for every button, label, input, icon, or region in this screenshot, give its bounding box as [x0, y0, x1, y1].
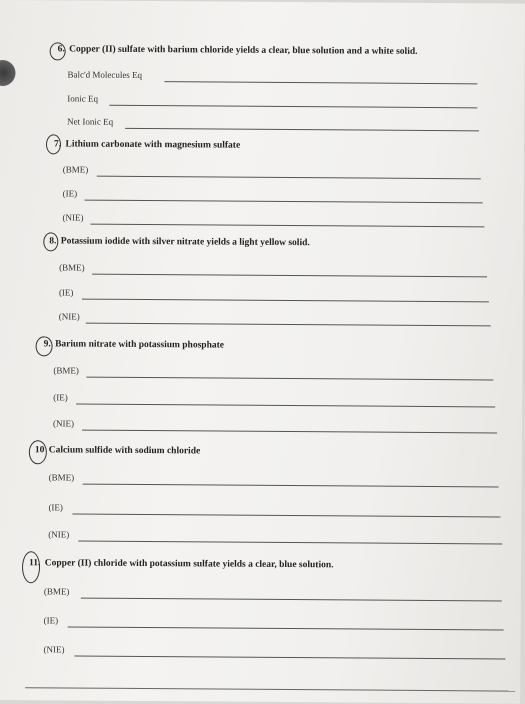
- answer-row-bme: [49, 472, 499, 489]
- question-9-title: [44, 339, 224, 350]
- answer-line[interactable]: [74, 656, 505, 660]
- answer-row-ie: [63, 188, 483, 205]
- question-8-title: [49, 236, 310, 248]
- answer-line[interactable]: [125, 128, 479, 131]
- answer-row-nie: [59, 311, 491, 328]
- answer-line[interactable]: [85, 200, 483, 204]
- question-number: 9.: [43, 339, 51, 350]
- answer-row-bme: [53, 365, 493, 382]
- answer-label: (BME): [53, 365, 79, 376]
- answer-line[interactable]: [164, 81, 477, 84]
- question-6-title: [58, 44, 418, 57]
- answer-line[interactable]: [76, 404, 495, 408]
- answer-line[interactable]: [92, 274, 487, 278]
- question-number: 11.: [29, 558, 41, 569]
- answer-line[interactable]: [68, 626, 504, 630]
- answer-label: (BME): [62, 164, 89, 175]
- question-text: Barium nitrate with potassium phosphate: [55, 339, 225, 351]
- answer-line[interactable]: [86, 323, 491, 327]
- answer-line[interactable]: [82, 430, 497, 434]
- question-text: Copper (II) chloride with potassium sulfate yields a clear, blue solution.: [44, 558, 334, 571]
- answer-row-ie: [53, 392, 495, 409]
- answer-row-ie: [67, 93, 477, 110]
- answer-row-nie: [43, 644, 505, 661]
- answer-line[interactable]: [90, 224, 484, 228]
- answer-line[interactable]: [109, 105, 477, 109]
- answer-label: (IE): [48, 502, 63, 513]
- answer-row-ie: [44, 615, 504, 632]
- answer-row-nie: [53, 418, 497, 435]
- question-number: 6.: [57, 44, 65, 55]
- question-number: 10: [34, 445, 45, 456]
- answer-line[interactable]: [72, 514, 500, 518]
- answer-row-bme: [63, 164, 481, 181]
- page-bottom-rule: [25, 687, 515, 691]
- answer-label: (NIE): [48, 529, 70, 540]
- answer-row-ie: [48, 502, 500, 519]
- binder-hole: [0, 60, 16, 86]
- question-10-title: [35, 445, 200, 456]
- answer-label: (NIE): [58, 311, 80, 322]
- question-text: Potassium iodide with silver nitrate yields a light yellow solid.: [60, 236, 310, 249]
- answer-row-ie: [59, 287, 489, 304]
- answer-line[interactable]: [81, 598, 502, 602]
- answer-label: (BME): [59, 262, 85, 273]
- answer-label: Ionic Eq: [67, 93, 99, 104]
- question-number: 8.: [49, 236, 57, 247]
- answer-label: (IE): [43, 615, 59, 626]
- answer-line[interactable]: [78, 541, 502, 545]
- question-text: Lithium carbonate with magnesium sulfate: [65, 139, 241, 151]
- answer-label: Net Ionic Eq: [67, 116, 114, 127]
- question-11-title: [29, 558, 334, 570]
- answer-label: (IE): [53, 392, 68, 403]
- answer-row-nie: [67, 116, 479, 133]
- answer-label: (BME): [43, 586, 70, 597]
- answer-label: (NIE): [43, 644, 65, 655]
- question-text: Copper (II) sulfate with barium chloride yields a clear, blue solution and a white solid.: [69, 44, 418, 57]
- question-number: 7.: [53, 139, 62, 150]
- answer-label: (NIE): [62, 212, 84, 223]
- answer-label: (NIE): [53, 418, 75, 429]
- answer-row-bme: [59, 262, 487, 279]
- answer-label: Balc'd Molecules Eq: [67, 69, 143, 80]
- answer-label: (IE): [58, 287, 74, 298]
- answer-row-nie: [48, 529, 502, 546]
- answer-line[interactable]: [82, 299, 489, 303]
- answer-label: (BME): [48, 472, 75, 483]
- answer-row-bme: [44, 586, 502, 603]
- question-text: Calcium sulfide with sodium chloride: [48, 445, 201, 457]
- answer-label: (IE): [62, 188, 78, 199]
- answer-line[interactable]: [97, 176, 481, 180]
- answer-line[interactable]: [86, 377, 493, 381]
- answer-row-bme: [67, 69, 477, 86]
- answer-row-nie: [62, 212, 484, 229]
- answer-line[interactable]: [83, 484, 499, 488]
- question-7-title: [54, 139, 240, 150]
